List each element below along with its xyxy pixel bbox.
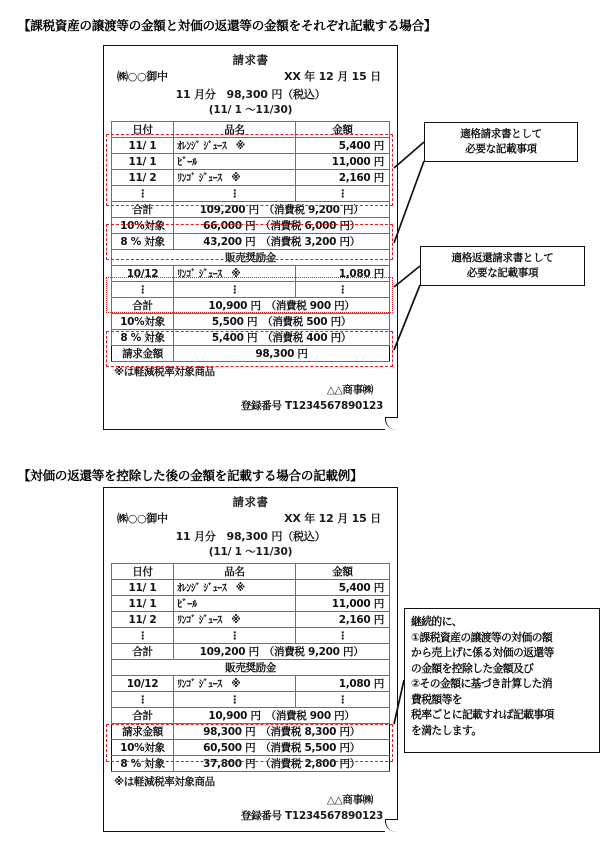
invoice-line-table xyxy=(111,563,390,772)
callout-line-1: 適格返還請求書として xyxy=(451,252,554,264)
rate10-label: 10%対象 xyxy=(112,740,174,756)
callout-qualified-return-invoice xyxy=(420,246,585,286)
column-header-date: 日付 xyxy=(112,122,174,138)
invoice-date: XX 年 12 月 15 日 xyxy=(284,70,381,83)
rate10-value: 66,000 円 （消費税 6,000 円） xyxy=(174,218,390,234)
registration-number: 登録番号 T1234567890123 xyxy=(240,400,383,412)
rate8-row xyxy=(112,234,390,250)
total-value: 109,200 円 （消費税 9,200 円） xyxy=(174,644,390,660)
table-row xyxy=(112,676,390,692)
cell-item: ﾘﾝｺﾞ ｼﾞｭｰｽ ※ xyxy=(174,676,286,692)
table-row xyxy=(112,138,390,154)
cell-item: ﾘﾝｺﾞ ｼﾞｭｰｽ ※ xyxy=(174,266,286,282)
callout-line-1: 適格請求書として xyxy=(460,128,542,140)
rate10-value: 60,500 円 （消費税 5,500 円） xyxy=(174,740,390,756)
rebate-rate10-row xyxy=(112,314,390,330)
table-row-ellipsis xyxy=(112,186,390,202)
cell-date: 11/ 1 xyxy=(112,154,174,170)
explanation-line: 継続的に、 xyxy=(411,615,462,628)
cell-ellipsis: ⋮ xyxy=(296,628,390,644)
cell-amount: 5,400 円 xyxy=(296,580,390,596)
cell-ellipsis: ⋮ xyxy=(174,628,296,644)
column-header-amount: 金額 xyxy=(296,564,390,580)
total-value: 109,200 円 （消費税 9,200 円） xyxy=(174,202,390,218)
table-row xyxy=(112,612,390,628)
invoice-card-2 xyxy=(103,487,398,832)
cell-ellipsis: ⋮ xyxy=(174,186,296,202)
invoice-title: 請求書 xyxy=(232,53,269,67)
section-1-heading: 【課税資産の譲渡等の金額と対価の返還等の金額をそれぞれ記載する場合】 xyxy=(18,18,437,33)
cell-date: 10/12 xyxy=(112,266,174,282)
rate8-label: 8 % 対象 xyxy=(112,756,174,772)
rebate-total-row xyxy=(112,708,390,724)
total-row xyxy=(112,202,390,218)
callout-explanation xyxy=(404,608,600,753)
rate8-label: 8 % 対象 xyxy=(112,234,174,250)
callout-line-2: 必要な記載事項 xyxy=(466,267,539,279)
issuer-company: △△商事㈱ xyxy=(326,794,373,806)
rebate-rate8-label: 8 % 対象 xyxy=(112,330,174,346)
explanation-line: ②その金額に基づき計算した消 xyxy=(411,677,553,690)
rebate-total-row xyxy=(112,298,390,314)
section-2-heading: 【対価の返還等を控除した後の金額を記載する場合の記載例】 xyxy=(18,468,363,483)
rate8-value: 43,200 円 （消費税 3,200 円） xyxy=(174,234,390,250)
cell-amount: 11,000 円 xyxy=(296,154,390,170)
rebate-banner-label: 販売奨励金 xyxy=(112,250,390,266)
table-row xyxy=(112,170,390,186)
table-row xyxy=(112,154,390,170)
billed-value: 98,300 円 xyxy=(174,346,390,362)
reduced-rate-note: ※は軽減税率対象商品 xyxy=(114,776,215,788)
column-header-item: 品名 xyxy=(174,564,296,580)
billed-amount-row xyxy=(112,724,390,740)
cell-ellipsis: ⋮ xyxy=(296,692,390,708)
rebate-rate10-value: 5,500 円 （消費税 500 円） xyxy=(174,314,390,330)
invoice-header-row xyxy=(104,68,397,85)
cell-ellipsis: ⋮ xyxy=(112,282,174,298)
invoice-summary: 11 月分 98,300 円（税込） xyxy=(175,530,326,543)
explanation-line: ①課税資産の譲渡等の対価の額 xyxy=(411,630,553,644)
rate10-row xyxy=(112,740,390,756)
invoice-date: XX 年 12 月 15 日 xyxy=(284,512,381,525)
callout-line-2: 必要な記載事項 xyxy=(465,143,537,155)
column-header-amount: 金額 xyxy=(296,122,390,138)
table-header-row xyxy=(112,564,390,580)
table-header-row xyxy=(112,122,390,138)
reduced-rate-note: ※は軽減税率対象商品 xyxy=(114,366,215,378)
table-row xyxy=(112,596,390,612)
table-row-ellipsis xyxy=(112,628,390,644)
cell-amount: 11,000 円 xyxy=(296,596,390,612)
cell-ellipsis: ⋮ xyxy=(112,692,174,708)
rate10-label: 10%対象 xyxy=(112,218,174,234)
rate8-row xyxy=(112,756,390,772)
table-row xyxy=(112,266,390,282)
table-row-ellipsis xyxy=(112,282,390,298)
cell-item: ｵﾚﾝｼﾞ ｼﾞｭｰｽ ※ xyxy=(174,580,286,596)
rebate-total-value: 10,900 円 （消費税 900 円） xyxy=(174,298,390,314)
cell-item: ﾋﾞｰﾙ xyxy=(174,154,296,170)
rebate-banner-label: 販売奨励金 xyxy=(112,660,390,676)
cell-date: 11/ 1 xyxy=(112,138,174,154)
rebate-rate10-label: 10%対象 xyxy=(112,314,174,330)
explanation-line: を満たします。 xyxy=(411,723,482,737)
cell-item: ﾘﾝｺﾞ ｼﾞｭｰｽ ※ xyxy=(174,612,286,628)
cell-ellipsis: ⋮ xyxy=(296,282,390,298)
cell-date: 11/ 1 xyxy=(112,580,174,596)
cell-ellipsis: ⋮ xyxy=(174,692,296,708)
cell-item: ﾘﾝｺﾞ ｼﾞｭｰｽ ※ xyxy=(174,170,286,186)
invoice-addressee: ㈱○○御中 xyxy=(117,70,168,83)
invoice-addressee: ㈱○○御中 xyxy=(117,512,168,525)
cell-ellipsis: ⋮ xyxy=(174,282,296,298)
invoice-period: (11/ 1 〜11/30) xyxy=(208,546,293,558)
cell-amount: 2,160 円 xyxy=(296,170,390,186)
invoice-period: (11/ 1 〜11/30) xyxy=(208,104,293,116)
cell-amount: 1,080 円 xyxy=(296,676,390,692)
cell-item: ﾋﾞｰﾙ xyxy=(174,596,296,612)
rate10-row xyxy=(112,218,390,234)
invoice-summary: 11 月分 98,300 円（税込） xyxy=(175,88,326,101)
explanation-line: 費税額等を xyxy=(411,692,462,706)
table-row xyxy=(112,580,390,596)
billed-label: 請求金額 xyxy=(112,724,174,740)
cell-amount: 5,400 円 xyxy=(296,138,390,154)
registration-number: 登録番号 T1234567890123 xyxy=(240,810,383,822)
cell-amount: 2,160 円 xyxy=(296,612,390,628)
cell-item: ｵﾚﾝｼﾞ ｼﾞｭｰｽ ※ xyxy=(174,138,286,154)
explanation-line: の金額を控除した金額及び xyxy=(411,661,534,675)
billed-label: 請求金額 xyxy=(112,346,174,362)
rebate-total-value: 10,900 円 （消費税 900 円） xyxy=(174,708,390,724)
cell-date: 11/ 2 xyxy=(112,612,174,628)
rebate-rate8-row xyxy=(112,330,390,346)
cell-date: 11/ 2 xyxy=(112,170,174,186)
invoice-title: 請求書 xyxy=(232,495,269,509)
billed-amount-row xyxy=(112,346,390,362)
rebate-banner-row xyxy=(112,250,390,266)
total-row xyxy=(112,644,390,660)
total-label: 合計 xyxy=(112,644,174,660)
cell-ellipsis: ⋮ xyxy=(112,186,174,202)
explanation-line: から売上げに係る対価の返還等 xyxy=(411,646,554,659)
callout-qualified-invoice xyxy=(424,122,578,162)
table-row-ellipsis xyxy=(112,692,390,708)
issuer-company: △△商事㈱ xyxy=(326,384,373,396)
rebate-total-label: 合計 xyxy=(112,708,174,724)
column-header-item: 品名 xyxy=(174,122,296,138)
explanation-line: 税率ごとに記載すれば記載事項 xyxy=(411,708,554,721)
cell-date: 11/ 1 xyxy=(112,596,174,612)
total-label: 合計 xyxy=(112,202,174,218)
invoice-line-table xyxy=(111,121,390,362)
cell-ellipsis: ⋮ xyxy=(112,628,174,644)
cell-date: 10/12 xyxy=(112,676,174,692)
cell-ellipsis: ⋮ xyxy=(296,186,390,202)
invoice-header-row xyxy=(104,510,397,527)
cell-amount: 1,080 円 xyxy=(296,266,390,282)
rebate-rate8-value: 5,400 円 （消費税 400 円） xyxy=(174,330,390,346)
column-header-date: 日付 xyxy=(112,564,174,580)
rebate-banner-row xyxy=(112,660,390,676)
rebate-total-label: 合計 xyxy=(112,298,174,314)
billed-value: 98,300 円 （消費税 8,300 円） xyxy=(174,724,390,740)
invoice-card-1 xyxy=(103,45,398,430)
rate8-value: 37,800 円 （消費税 2,800 円） xyxy=(174,756,390,772)
